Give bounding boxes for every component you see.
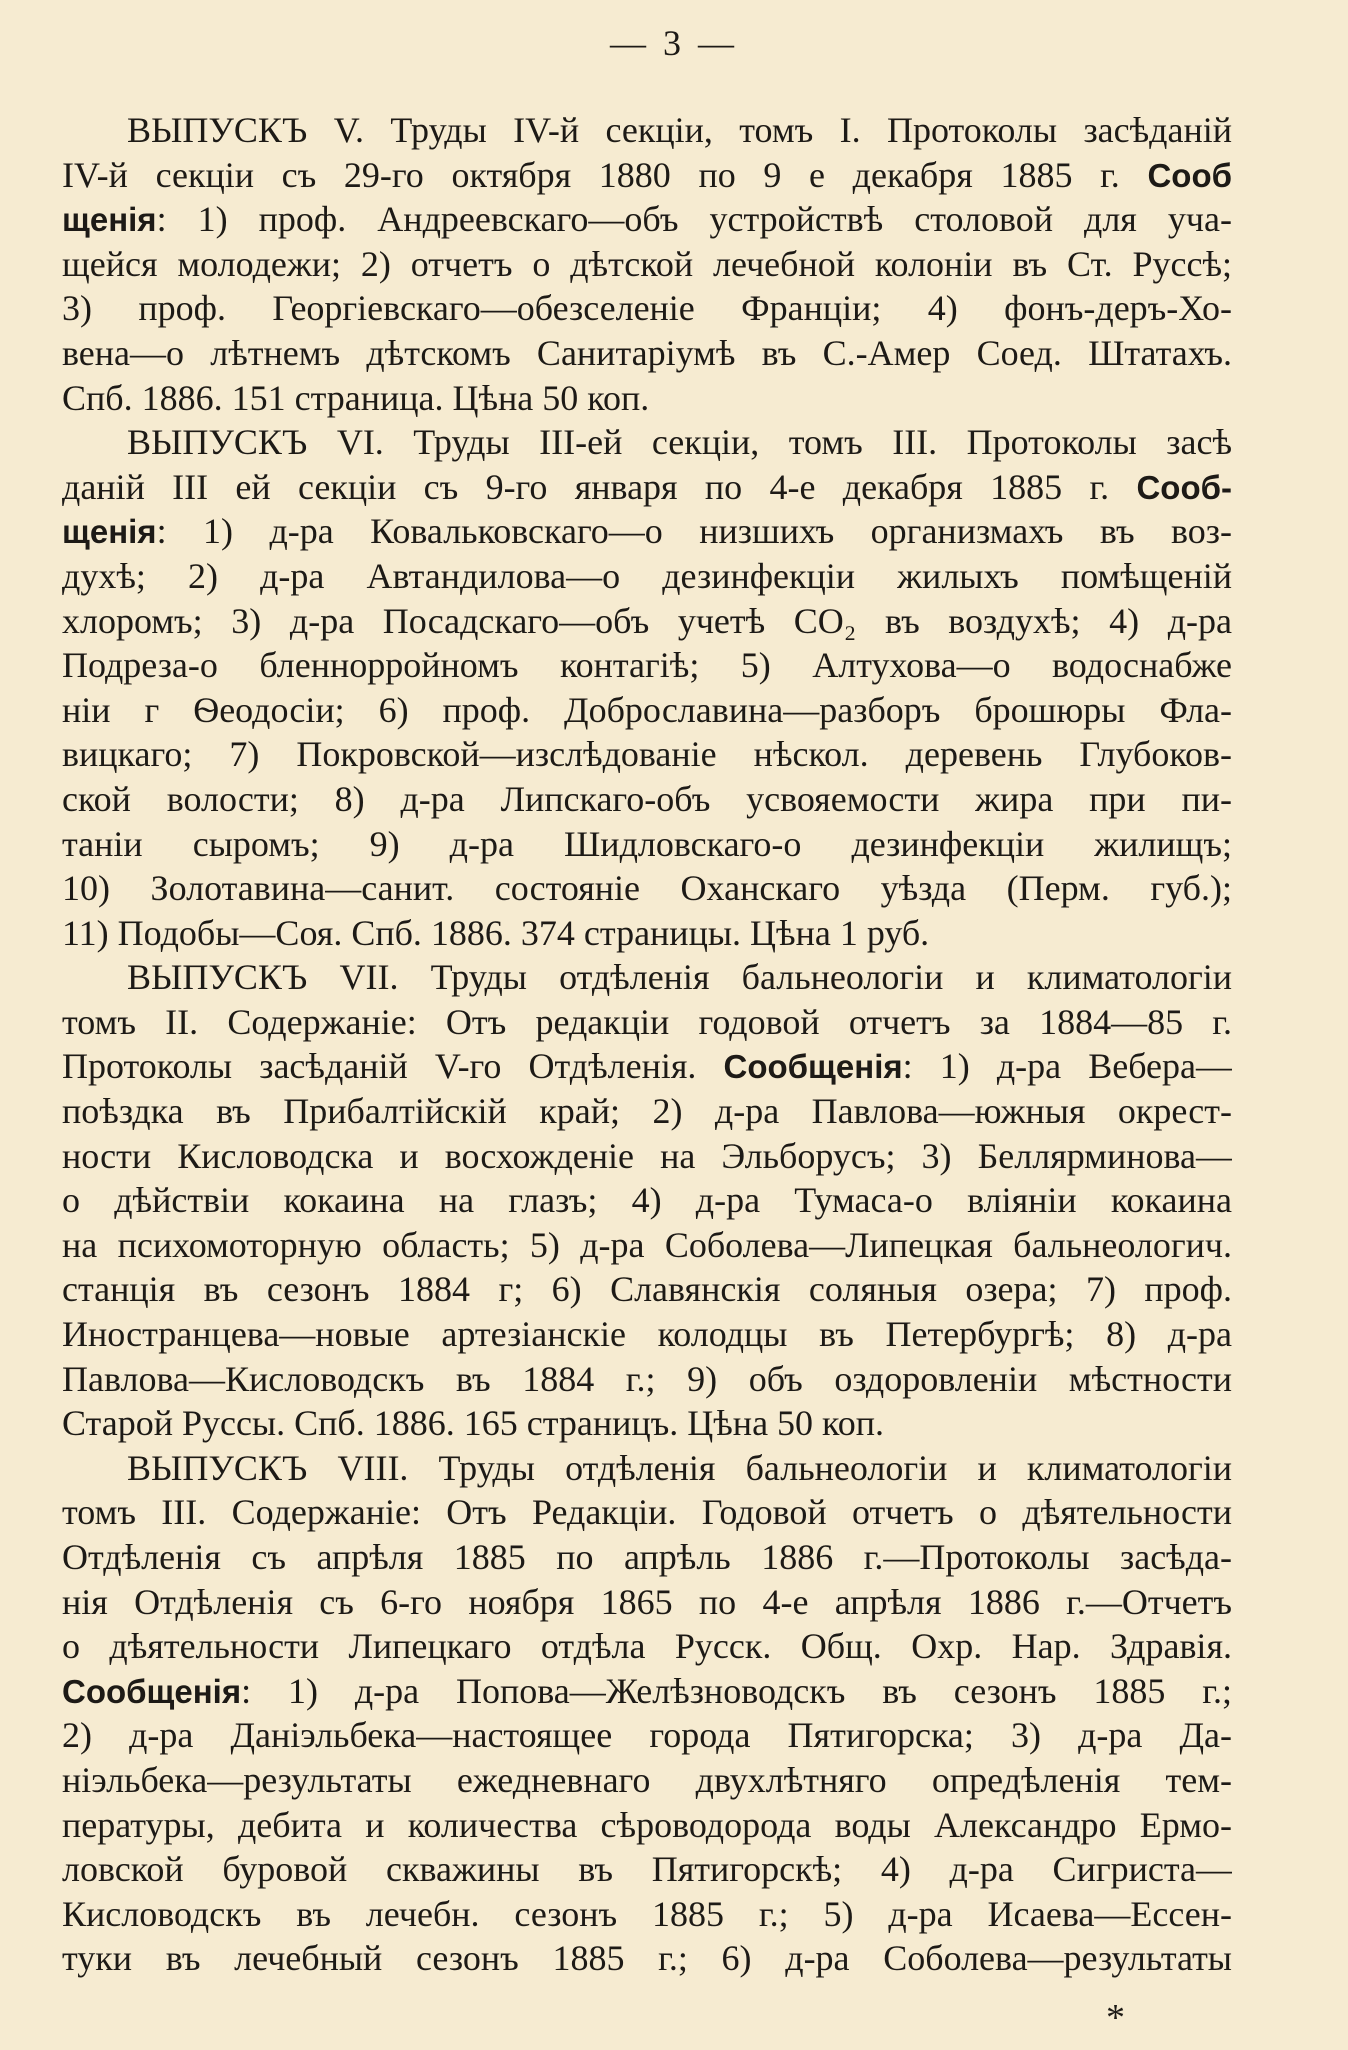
text-line: на психомоторную область; 5) д-ра Соболева—Липецкая бальнеологич. <box>62 1224 1232 1265</box>
text-line: Кисловодскъ въ лечебн. сезонъ 1885 г.; 5) д-ра Исаева—Ессен- <box>62 1893 1232 1934</box>
page-text <box>62 108 1232 1981</box>
text-line: Старой Руссы. Спб. 1886. 165 страницъ. Цѣна 50 коп. <box>62 1403 884 1444</box>
text-line: Иностранцева—новые артезіанскіе колодцы въ Петербургѣ; 8) д-ра <box>62 1314 1232 1355</box>
text-line: даній III ей секціи съ 9-го января по 4-е декабря 1885 г. Сооб- <box>62 466 1232 507</box>
text-line: томъ II. Содержаніе: Отъ редакціи годовой отчетъ за 1884—85 г. <box>62 1001 1232 1042</box>
text-line: щейся молодежи; 2) отчетъ о дѣтской лечебной колоніи въ Ст. Руссѣ; <box>62 243 1232 284</box>
text-line: ніэльбека—результаты ежедневнаго двухлѣтняго опредѣленія тем- <box>62 1759 1232 1800</box>
text-line: ской волости; 8) д-ра Липскаго-объ усвояемости жира при пи- <box>62 778 1232 819</box>
text-line: хлоромъ; 3) д-ра Посадскаго—объ учетѣ CO₂ въ воздухѣ; 4) д-ра <box>62 600 1232 641</box>
text-line: нія Отдѣленія съ 6-го ноября 1865 по 4-е апрѣля 1886 г.—Отчетъ <box>62 1581 1232 1622</box>
text-line: томъ III. Содержаніе: Отъ Редакціи. Годовой отчетъ о дѣятельности <box>62 1492 1232 1533</box>
text-line: Спб. 1886. 151 страница. Цѣна 50 коп. <box>62 377 650 418</box>
text-line: ВЫПУСКЪ V. Труды IV-й секціи, томъ I. Протоколы засѣданій <box>127 110 1232 150</box>
text-line: о дѣйствіи кокаина на глазъ; 4) д-ра Тумаса-о вліяніи кокаина <box>62 1180 1232 1221</box>
text-line: ВЫПУСКЪ VIII. Труды отдѣленія бальнеологіи и климатологіи <box>127 1447 1232 1488</box>
text-line: ніи г Ѳеодосіи; 6) проф. Доброславина—разборъ брошюры Фла- <box>62 689 1232 730</box>
text-line: Подреза-о бленнорройномъ контагіѣ; 5) Алтухова—о водоснабже <box>62 645 1232 686</box>
page-number: — 3 — <box>610 23 738 63</box>
text-line: духѣ; 2) д-ра Автандилова—о дезинфекціи жилыхъ помѣщеній <box>62 555 1232 596</box>
text-line: туки въ лечебный сезонъ 1885 г.; 6) д-ра Соболева—результаты <box>62 1938 1232 1979</box>
footer-mark: * <box>1106 1997 1125 2039</box>
text-line: Павлова—Кисловодскъ въ 1884 г.; 9) объ оздоровленіи мѣстности <box>62 1358 1232 1399</box>
text-line: станція въ сезонъ 1884 г; 6) Славянскія соляныя озера; 7) проф. <box>62 1269 1232 1310</box>
text-line: IV-й секціи съ 29-го октября 1880 по 9 е декабря 1885 г. Сооб <box>62 154 1232 195</box>
text-line: 2) д-ра Даніэльбека—настоящее города Пятигорска; 3) д-ра Да- <box>62 1715 1232 1756</box>
text-line: Сообщенія: 1) д-ра Попова—Желѣзноводскъ въ сезонъ 1885 г.; <box>62 1670 1232 1711</box>
text-line: щенія: 1) проф. Андреевскаго—объ устройствѣ столовой для уча- <box>62 199 1232 240</box>
text-line: 11) Подобы—Соя. Спб. 1886. 374 страницы. Цѣна 1 руб. <box>62 912 930 953</box>
text-line: вицкаго; 7) Покровской—изслѣдованіе нѣскол. деревень Глубоков- <box>62 734 1232 775</box>
text-line: о дѣятельности Липецкаго отдѣла Русск. Общ. Охр. Нар. Здравія. <box>62 1626 1232 1667</box>
text-line: ВЫПУСКЪ VI. Труды III-ей секціи, томъ III. Протоколы засѣ <box>127 422 1232 463</box>
text-line: ности Кисловодска и восхожденіе на Эльборусъ; 3) Беллярминова— <box>62 1135 1232 1176</box>
text-line: ВЫПУСКЪ VII. Труды отдѣленія бальнеологіи и климатологіи <box>127 957 1232 998</box>
text-line: ловской буровой скважины въ Пятигорскѣ; 4) д-ра Сигриста— <box>62 1849 1232 1890</box>
text-line: вена—о лѣтнемъ дѣтскомъ Санитаріумѣ въ С.-Амер Соед. Штатахъ. <box>62 332 1232 373</box>
text-line: 10) Золотавина—санит. состояніе Оханскаго уѣзда (Перм. губ.); <box>62 868 1232 909</box>
text-line: щенія: 1) д-ра Ковальковскаго—о низшихъ организмахъ въ воз- <box>62 511 1232 552</box>
text-line: Отдѣленія съ апрѣля 1885 по апрѣль 1886 г.—Протоколы засѣда- <box>62 1537 1232 1577</box>
text-line: таніи сыромъ; 9) д-ра Шидловскаго-о дезинфекціи жилищъ; <box>62 823 1232 864</box>
text-line: 3) проф. Георгіевскаго—обезселеніе Франціи; 4) фонъ-деръ-Хо- <box>62 288 1232 329</box>
text-line: Протоколы засѣданій V-го Отдѣленія. Сообщенія: 1) д-ра Вебера— <box>62 1046 1232 1087</box>
text-line: поѣздка въ Прибалтійскій край; 2) д-ра Павлова—южныя окрест- <box>62 1091 1232 1132</box>
text-line: пературы, дебита и количества сѣроводорода воды Александро Ермо- <box>62 1804 1232 1845</box>
